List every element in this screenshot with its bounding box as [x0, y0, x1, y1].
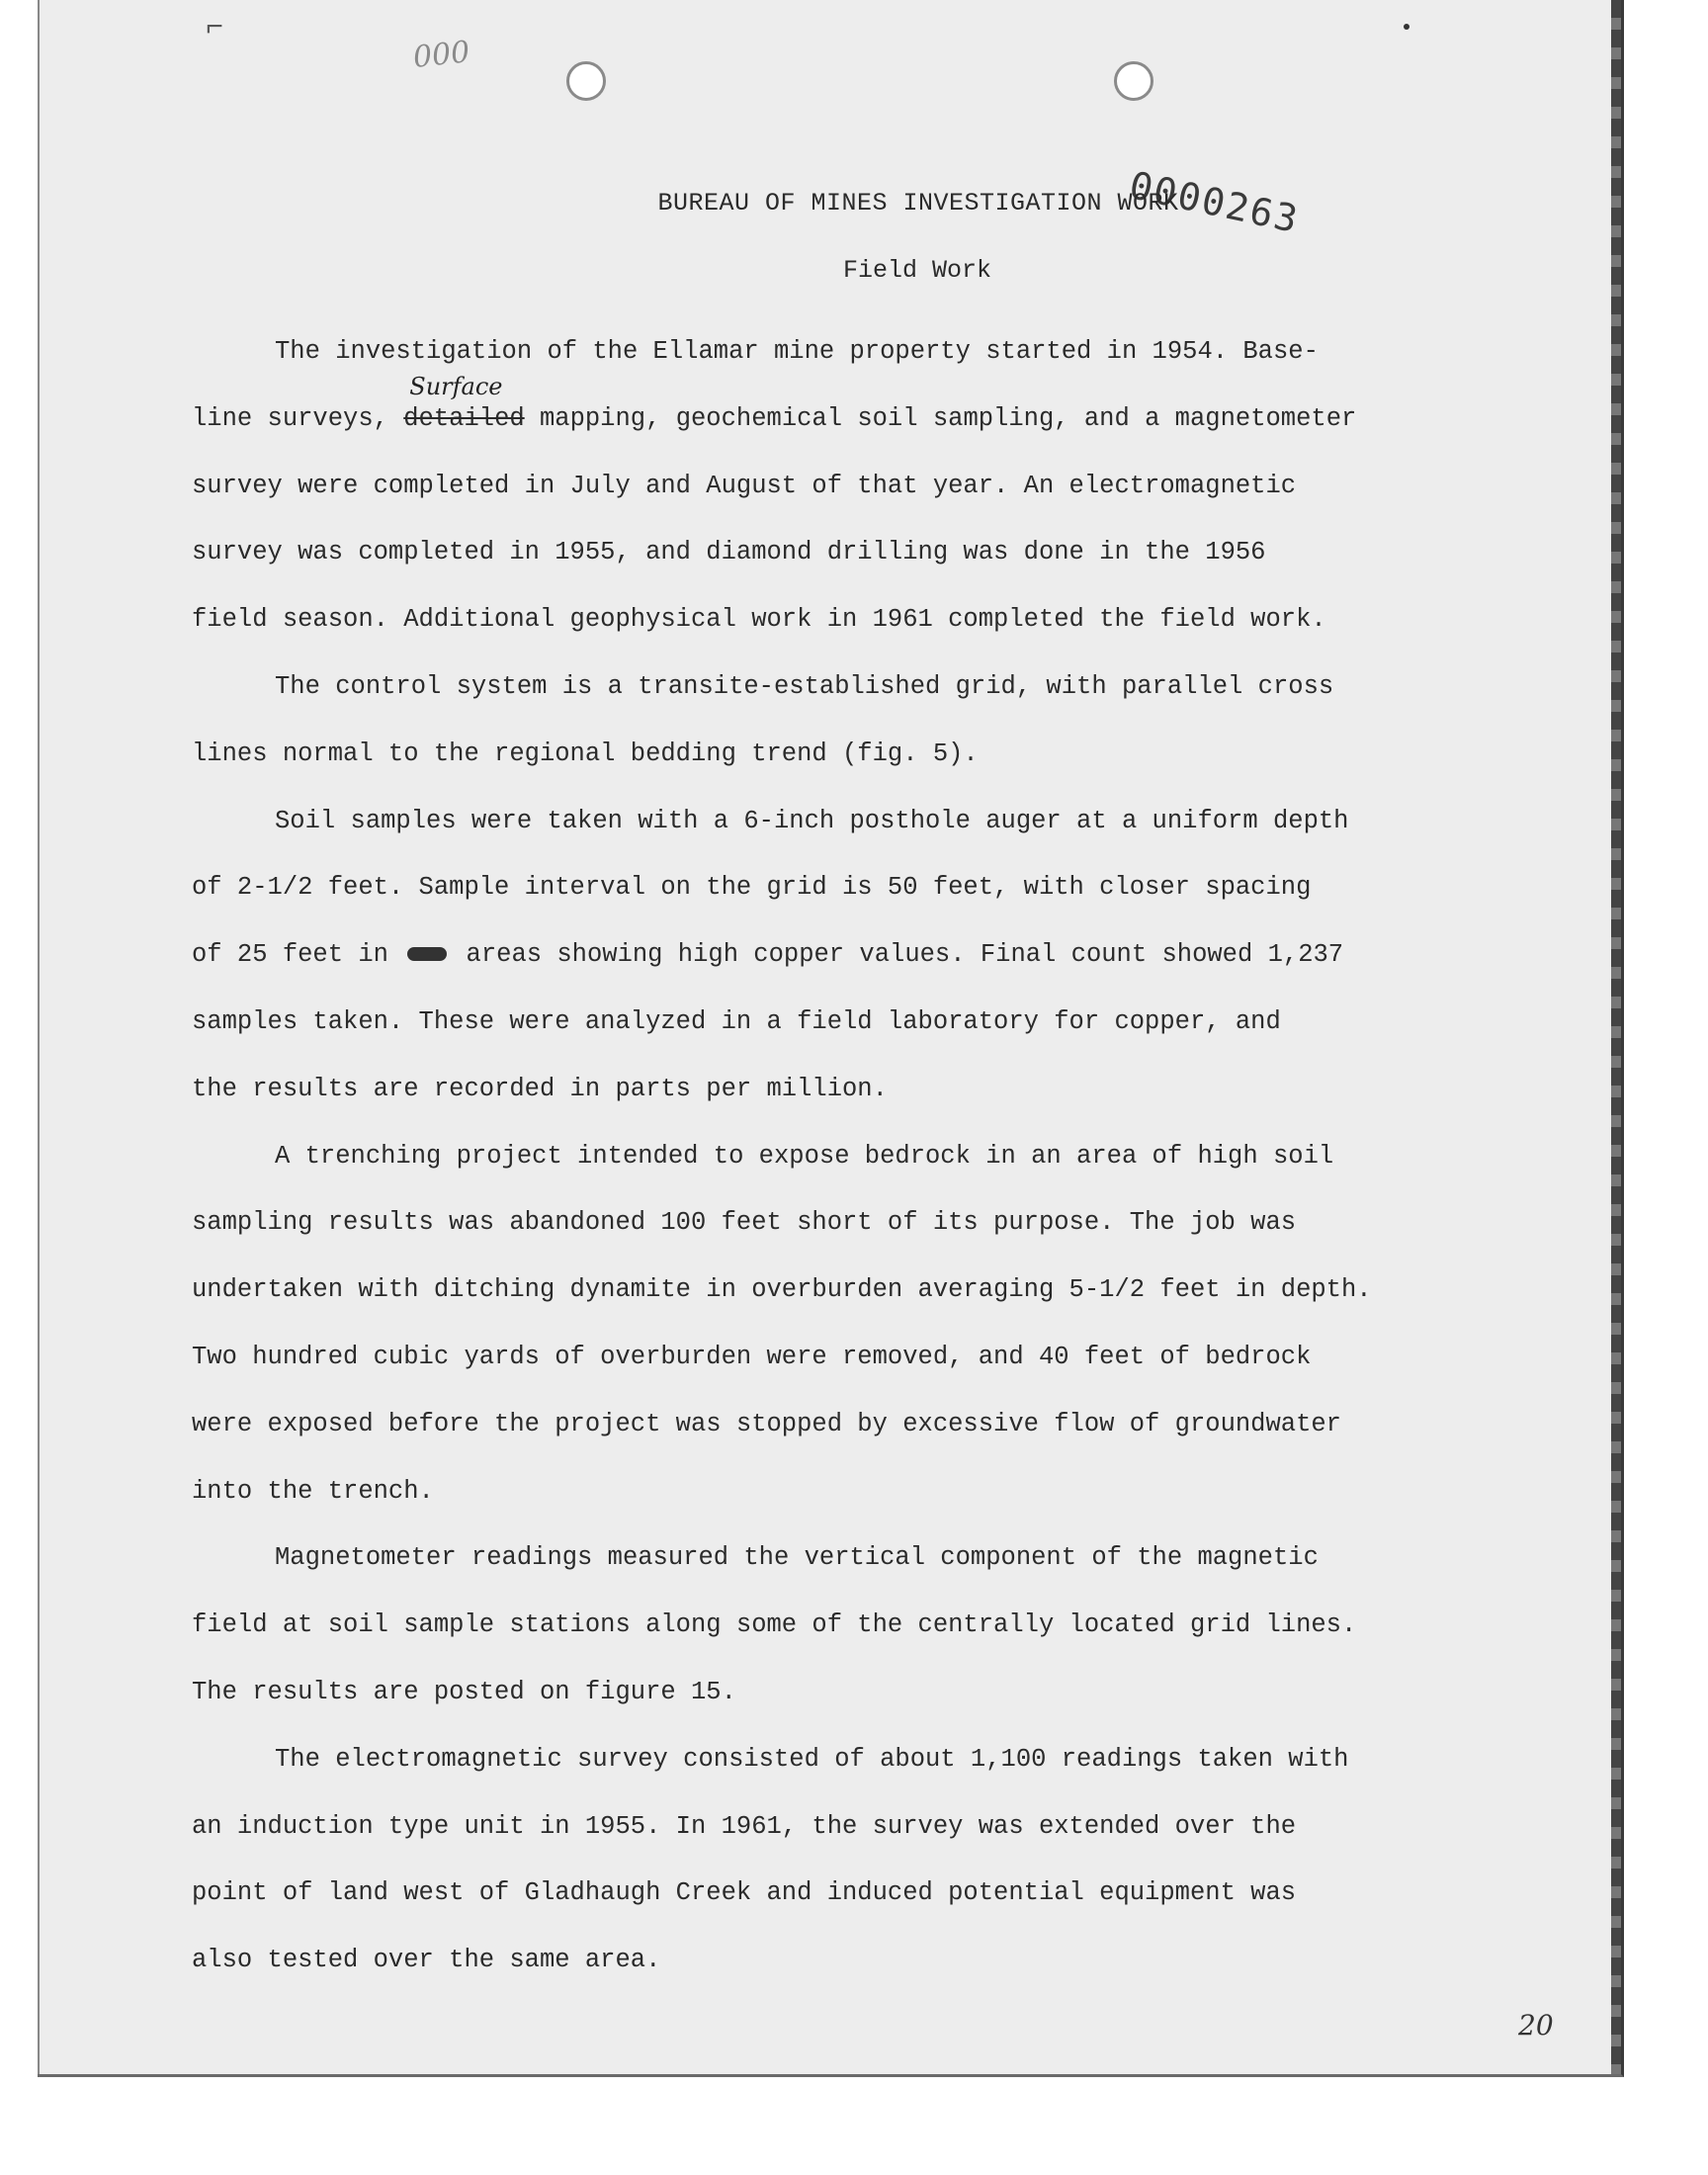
- text-line: point of land west of Gladhaugh Creek and induced potential equipment was: [192, 1878, 1297, 1908]
- document-body: [192, 318, 1556, 1994]
- text-line: the results are recorded in parts per million.: [192, 1074, 888, 1103]
- text-line: [192, 372, 1556, 453]
- text-line: were exposed before the project was stopped by excessive flow of groundwater: [192, 1409, 1341, 1438]
- text-line: The electromagnetic survey consisted of about 1,100 readings taken with: [275, 1744, 1349, 1774]
- text-line: sampling results was abandoned 100 feet short of its purpose. The job was: [192, 1208, 1297, 1238]
- text-run: areas showing high copper values. Final count showed 1,237: [451, 940, 1344, 970]
- text-line: Soil samples were taken with a 6-inch posthole auger at a uniform depth: [275, 806, 1349, 835]
- text-line: into the trench.: [192, 1476, 434, 1506]
- text-run: mapping, geochemical soil sampling, and a magnetometer: [524, 403, 1357, 433]
- text-line: A trenching project intended to expose bedrock in an area of high soil: [275, 1141, 1334, 1171]
- paragraph-control-system: [192, 653, 1556, 788]
- paragraph-investigation: [192, 318, 1556, 653]
- binder-hole-left: [566, 61, 606, 101]
- text-line: The control system is a transite-established grid, with parallel cross: [275, 671, 1334, 701]
- text-line: field season. Additional geophysical work in 1961 completed the field work.: [192, 605, 1326, 635]
- text-line: of 2-1/2 feet. Sample interval on the grid is 50 feet, with closer spacing: [192, 873, 1312, 903]
- paragraph-electromagnetic: [192, 1726, 1556, 1994]
- text-line: survey was completed in 1955, and diamond drilling was done in the 1956: [192, 538, 1266, 567]
- page-number: 20: [1518, 2009, 1554, 2042]
- paragraph-trenching: [192, 1123, 1556, 1525]
- text-line: undertaken with ditching dynamite in overburden averaging 5-1/2 feet in depth.: [192, 1275, 1372, 1305]
- paragraph-magnetometer: [192, 1524, 1556, 1725]
- binder-hole-right: [1114, 61, 1153, 101]
- text-line: samples taken. These were analyzed in a field laboratory for copper, and: [192, 1006, 1281, 1036]
- text-line: Two hundred cubic yards of overburden were removed, and 40 feet of bedrock: [192, 1342, 1312, 1371]
- page-edge-shadow: [1611, 0, 1621, 2074]
- document-stamp-number: 0000263: [1125, 163, 1304, 242]
- section-heading: Field Work: [842, 256, 992, 285]
- text-line: lines normal to the regional bedding trend (fig. 5).: [192, 739, 979, 768]
- ink-scribble-deletion: [407, 947, 447, 961]
- text-line: The results are posted on figure 15.: [192, 1677, 736, 1706]
- text-line: field at soil sample stations along some of the centrally located grid lines.: [192, 1610, 1357, 1640]
- text-line: also tested over the same area.: [192, 1946, 661, 1975]
- struck-word: detailed: [403, 403, 525, 433]
- text-line: Magnetometer readings measured the vertical component of the magnetic: [275, 1543, 1319, 1573]
- editorial-correction: [403, 372, 525, 453]
- text-run: of 25 feet in: [192, 940, 404, 970]
- text-run: line surveys,: [192, 403, 404, 433]
- paragraph-soil-samples: [192, 788, 1556, 1123]
- text-line: survey were completed in July and August of that year. An electromagnetic: [192, 471, 1297, 500]
- handwritten-file-number: 000: [411, 35, 471, 75]
- corner-tick-mark: ⌐: [206, 12, 224, 45]
- ink-dot: [1404, 24, 1409, 30]
- document-page: [38, 0, 1624, 2077]
- text-line: [192, 921, 1556, 989]
- text-line: The investigation of the Ellamar mine property started in 1954. Base-: [275, 337, 1319, 366]
- document-title: BUREAU OF MINES INVESTIGATION WORK: [657, 189, 1179, 218]
- handwritten-insertion: Surface: [409, 372, 503, 400]
- text-line: an induction type unit in 1955. In 1961, the survey was extended over the: [192, 1811, 1297, 1841]
